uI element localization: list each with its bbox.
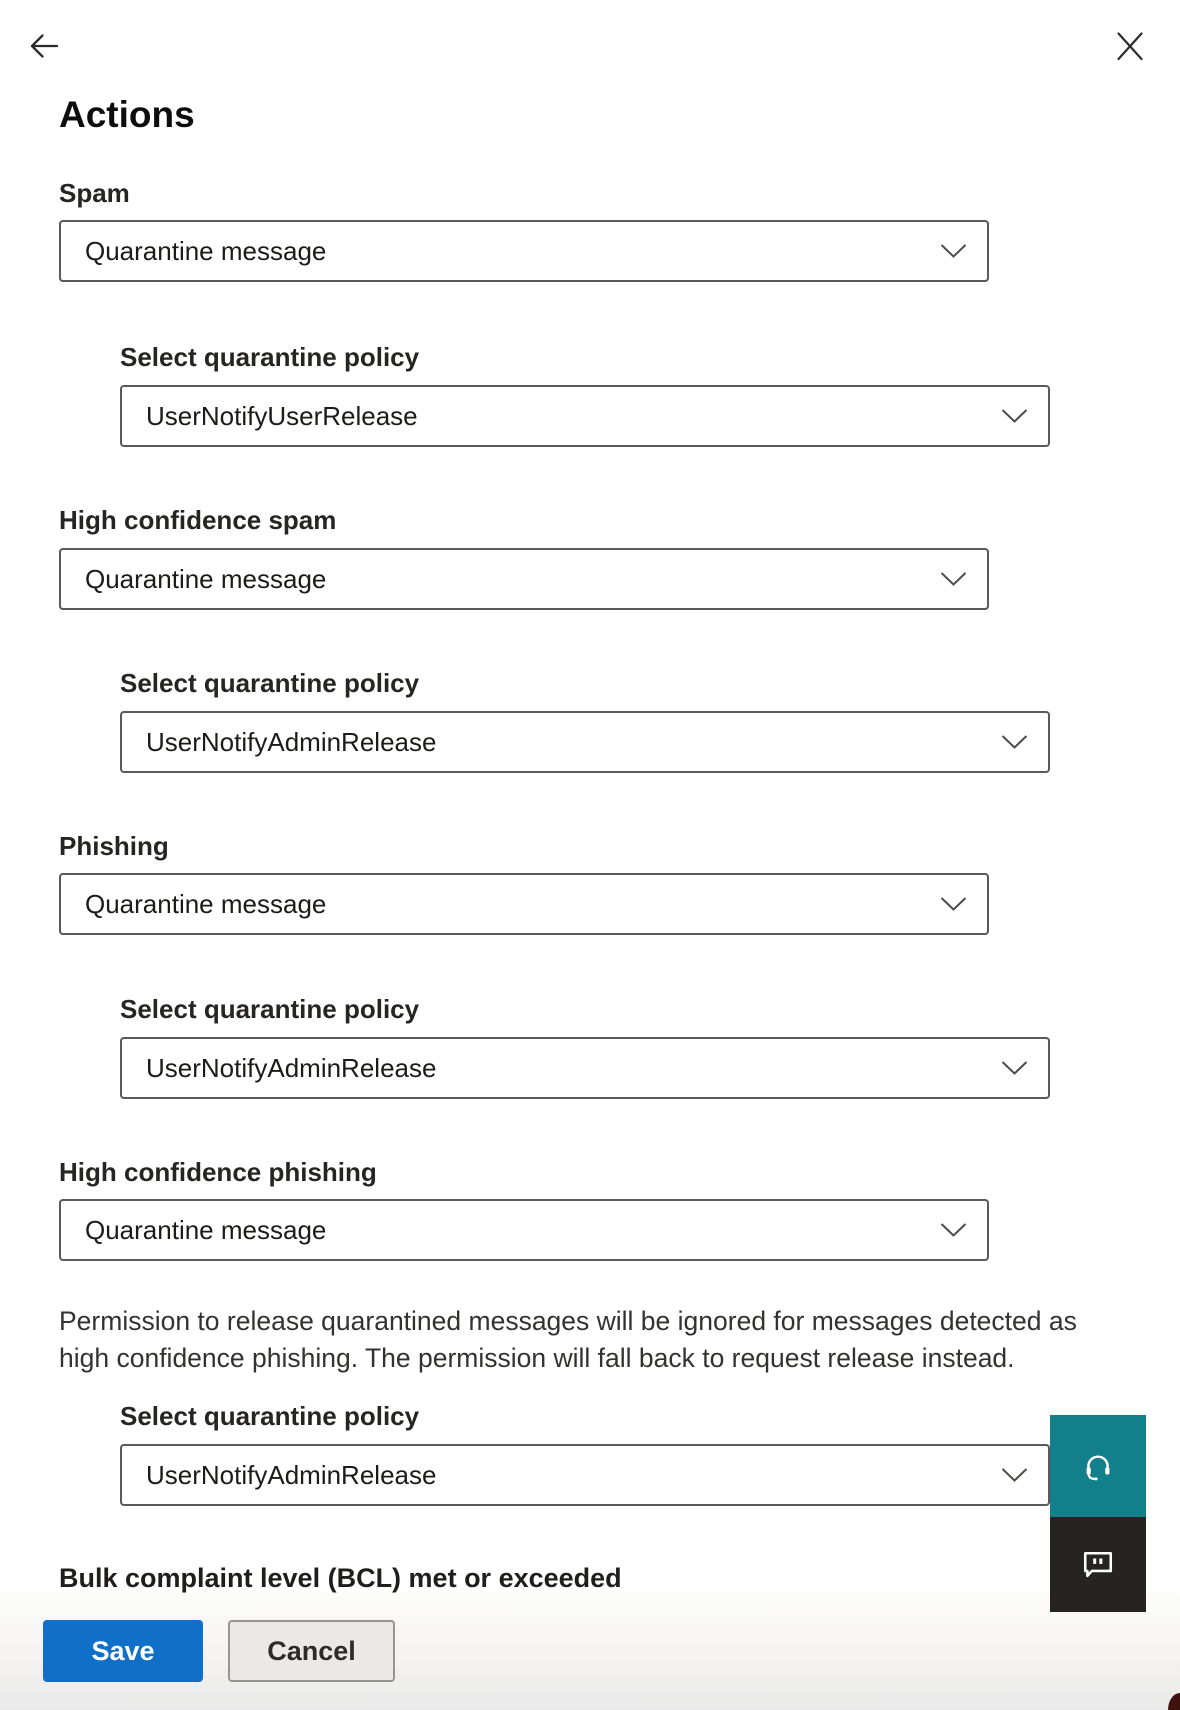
hcp-quarantine-policy-value: UserNotifyAdminRelease [146,1459,437,1490]
phishing-action-value: Quarantine message [85,888,327,919]
help-button[interactable] [1050,1415,1146,1517]
save-button[interactable]: Save [43,1620,203,1682]
back-arrow-icon [26,52,62,67]
spam-quarantine-policy-value: UserNotifyUserRelease [146,400,418,431]
hcs-quarantine-policy-select[interactable] [120,711,1050,773]
close-button[interactable] [1112,27,1148,63]
footer-bar [0,1593,1180,1710]
phishing-quarantine-policy-value: UserNotifyAdminRelease [146,1052,437,1083]
phishing-action-select[interactable] [59,873,989,935]
high-confidence-spam-label: High confidence spam [59,505,337,535]
high-confidence-phishing-value: Quarantine message [85,1214,327,1245]
hcs-quarantine-policy-value: UserNotifyAdminRelease [146,726,437,757]
page-title: Actions [59,94,195,135]
phishing-quarantine-policy-select[interactable] [120,1037,1050,1099]
phishing-quarantine-policy-label: Select quarantine policy [120,994,420,1024]
feedback-button[interactable] [1050,1517,1146,1612]
chevron-down-icon [1001,1061,1028,1076]
chevron-down-icon [1001,1468,1028,1483]
spam-action-value: Quarantine message [85,235,327,266]
spam-action-select[interactable] [59,220,989,282]
hcp-quarantine-policy-label: Select quarantine policy [120,1401,420,1431]
chevron-down-icon [940,244,967,259]
back-button[interactable] [24,26,64,66]
spam-label: Spam [59,178,130,208]
close-icon [1114,49,1146,64]
high-confidence-phishing-label: High confidence phishing [59,1157,377,1187]
hcs-quarantine-policy-label: Select quarantine policy [120,668,420,698]
cancel-button[interactable]: Cancel [228,1620,395,1682]
phishing-label: Phishing [59,831,169,861]
bulk-complaint-level-label: Bulk complaint level (BCL) met or exceeded [59,1563,622,1593]
chevron-down-icon [1001,409,1028,424]
chevron-down-icon [940,572,967,587]
high-confidence-spam-value: Quarantine message [85,563,327,594]
spam-quarantine-policy-select[interactable] [120,385,1050,447]
chevron-down-icon [1001,735,1028,750]
hcp-quarantine-policy-select[interactable] [120,1444,1050,1506]
chevron-down-icon [940,897,967,912]
headset-icon [1081,1449,1115,1483]
hcp-permission-note-line1: Permission to release quarantined messages will be ignored for messages detected as [59,1306,1077,1336]
spam-quarantine-policy-label: Select quarantine policy [120,342,420,372]
high-confidence-spam-select[interactable] [59,548,989,610]
feedback-chat-icon [1080,1548,1116,1581]
hcp-permission-note-line2: high confidence phishing. The permission will fall back to request release instead. [59,1343,1015,1373]
high-confidence-phishing-select[interactable] [59,1199,989,1261]
chevron-down-icon [940,1223,967,1238]
